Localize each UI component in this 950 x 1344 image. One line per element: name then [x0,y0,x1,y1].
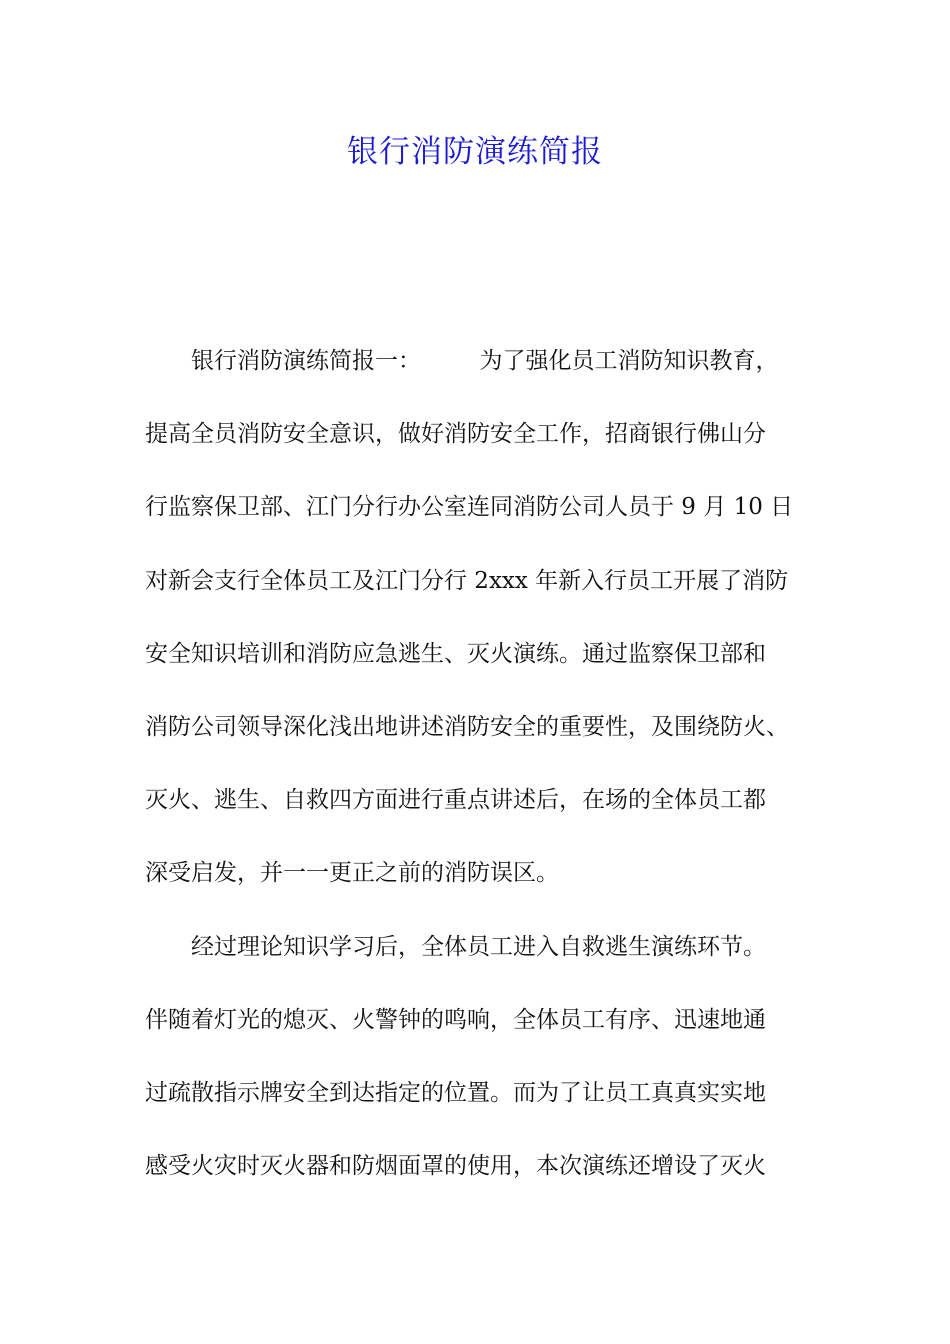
paragraph-line: 银行消防演练简报一： 为了强化员工消防知识教育， [191,348,779,374]
paragraph-line: 提高全员消防安全意识，做好消防安全工作，招商银行佛山分 [145,421,766,448]
document-title: 银行消防演练简报 [347,134,603,170]
paragraph-line: 感受火灾时灭火器和防烟面罩的使用，本次演练还增设了灭火 [145,1153,766,1180]
paragraph-line: 伴随着灯光的熄灭、火警钟的鸣响，全体员工有序、迅速地通 [145,1006,766,1033]
paragraph-line: 灭火、逃生、自救四方面进行重点讲述后，在场的全体员工都 [145,787,766,814]
paragraph-line: 安全知识培训和消防应急逃生、灭火演练。通过监察保卫部和 [145,640,766,667]
paragraph-line: 经过理论知识学习后，全体员工进入自救逃生演练环节。 [191,933,766,960]
paragraph-line: 对新会支行全体员工及江门分行 2xxx 年新入行员工开展了消防 [145,567,789,594]
paragraph-line: 深受启发，并一一更正之前的消防误区。 [145,860,559,887]
paragraph-line: 消防公司领导深化浅出地讲述消防安全的重要性，及围绕防火、 [145,713,789,740]
document-body [145,338,815,1216]
paragraph-line: 行监察保卫部、江门分行办公室连同消防公司人员于 9 月 10 日 [145,494,794,521]
paragraph-line: 过疏散指示牌安全到达指定的位置。而为了让员工真真实实地 [145,1079,766,1106]
